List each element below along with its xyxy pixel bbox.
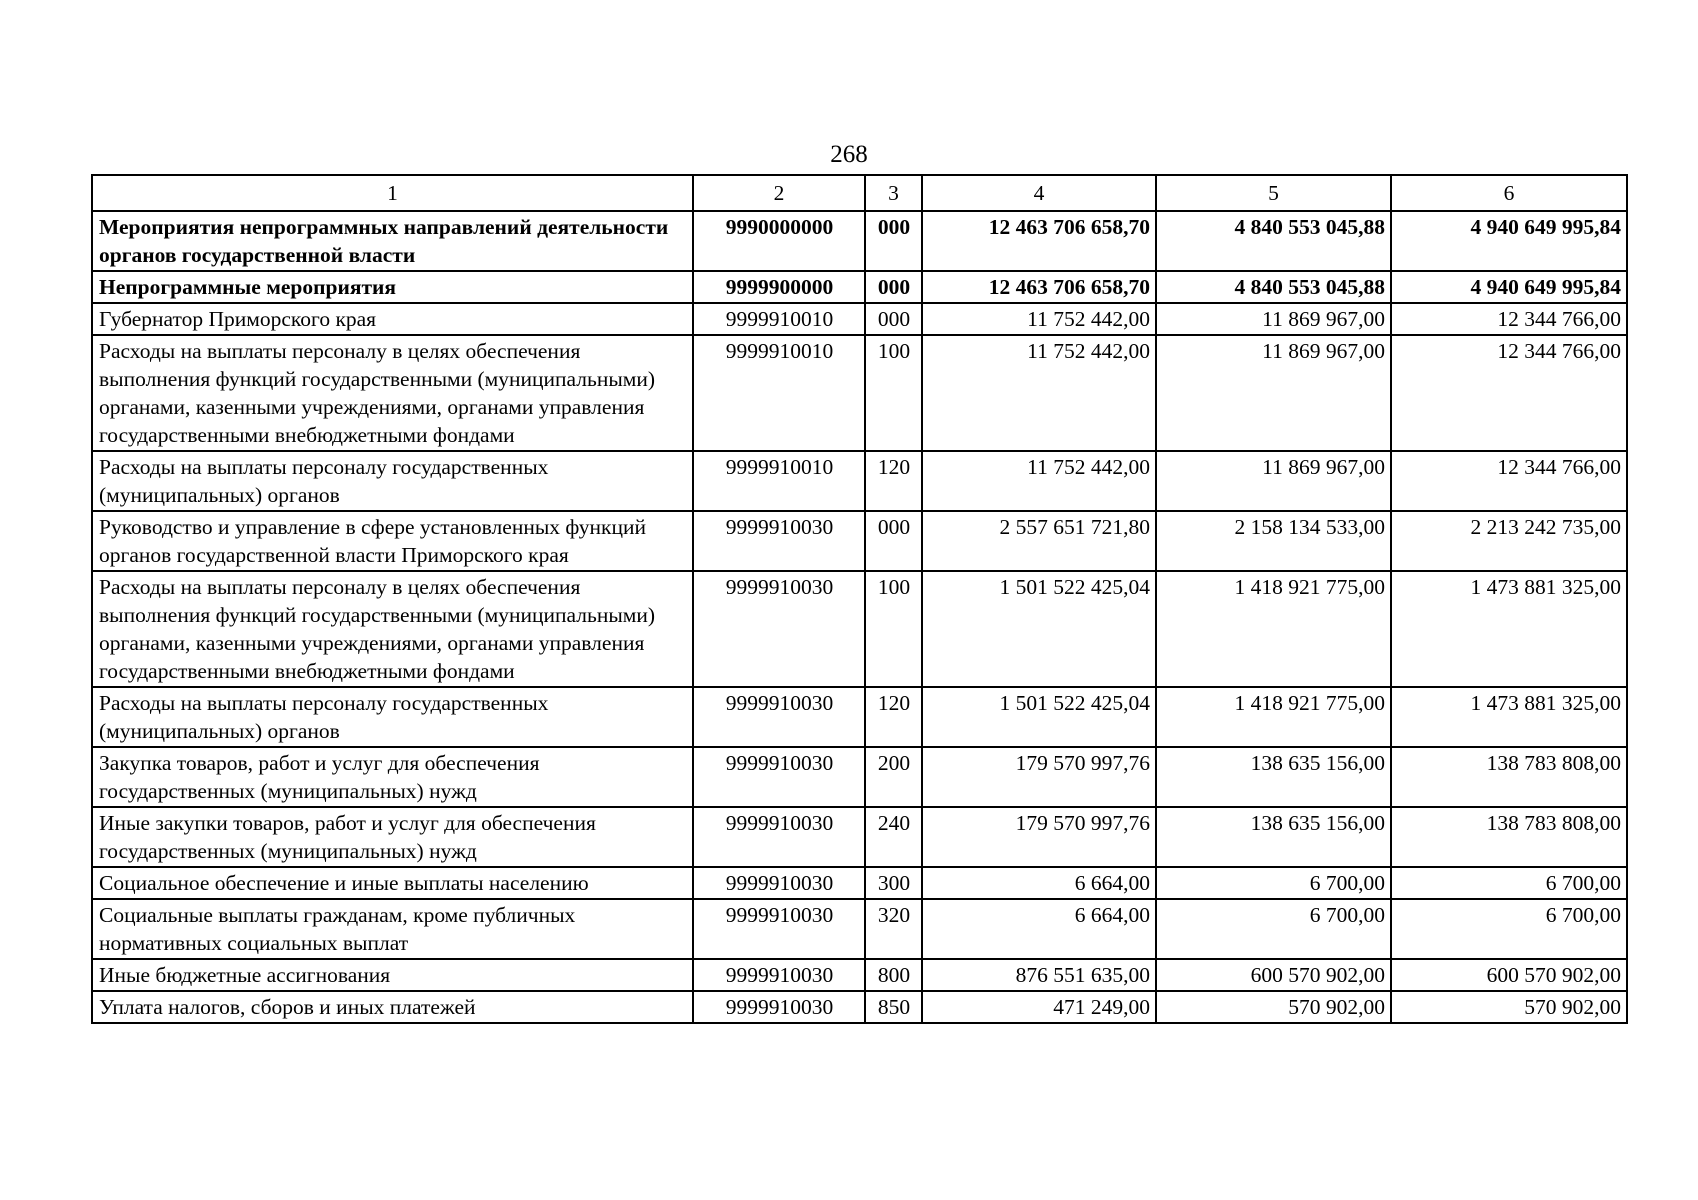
row-name: Расходы на выплаты персоналу государственных (муниципальных) органов bbox=[92, 687, 693, 747]
row-expense-type: 000 bbox=[865, 211, 922, 271]
column-header-4: 4 bbox=[922, 175, 1156, 211]
table-row bbox=[92, 303, 1627, 335]
table-row bbox=[92, 211, 1627, 271]
table-row bbox=[92, 571, 1627, 687]
row-amount-col6: 1 473 881 325,00 bbox=[1391, 687, 1627, 747]
row-amount-col4: 6 664,00 bbox=[922, 899, 1156, 959]
row-amount-col6: 6 700,00 bbox=[1391, 867, 1627, 899]
table-row bbox=[92, 899, 1627, 959]
row-amount-col5: 11 869 967,00 bbox=[1156, 335, 1391, 451]
row-amount-col6: 2 213 242 735,00 bbox=[1391, 511, 1627, 571]
row-target-code: 9990000000 bbox=[693, 211, 865, 271]
row-name: Расходы на выплаты персоналу в целях обеспечения выполнения функций государственными (муниципальными) органами, казенными учреждениями, органами управления государственными внебюджетными фондами bbox=[92, 335, 693, 451]
row-amount-col6: 138 783 808,00 bbox=[1391, 747, 1627, 807]
row-amount-col6: 138 783 808,00 bbox=[1391, 807, 1627, 867]
row-expense-type: 000 bbox=[865, 511, 922, 571]
row-target-code: 9999910030 bbox=[693, 687, 865, 747]
table-row bbox=[92, 959, 1627, 991]
row-name: Социальное обеспечение и иные выплаты населению bbox=[92, 867, 693, 899]
row-amount-col4: 6 664,00 bbox=[922, 867, 1156, 899]
row-target-code: 9999910030 bbox=[693, 899, 865, 959]
column-header-5: 5 bbox=[1156, 175, 1391, 211]
row-amount-col4: 179 570 997,76 bbox=[922, 747, 1156, 807]
row-amount-col5: 2 158 134 533,00 bbox=[1156, 511, 1391, 571]
row-amount-col4: 12 463 706 658,70 bbox=[922, 271, 1156, 303]
row-amount-col5: 570 902,00 bbox=[1156, 991, 1391, 1023]
row-name: Расходы на выплаты персоналу в целях обеспечения выполнения функций государственными (муниципальными) органами, казенными учреждениями, органами управления государственными внебюджетными фондами bbox=[92, 571, 693, 687]
row-name: Закупка товаров, работ и услуг для обеспечения государственных (муниципальных) нужд bbox=[92, 747, 693, 807]
row-expense-type: 200 bbox=[865, 747, 922, 807]
row-amount-col6: 12 344 766,00 bbox=[1391, 303, 1627, 335]
table-row bbox=[92, 511, 1627, 571]
row-target-code: 9999910010 bbox=[693, 451, 865, 511]
row-amount-col5: 138 635 156,00 bbox=[1156, 807, 1391, 867]
row-expense-type: 000 bbox=[865, 271, 922, 303]
row-amount-col4: 11 752 442,00 bbox=[922, 451, 1156, 511]
row-expense-type: 320 bbox=[865, 899, 922, 959]
row-amount-col4: 876 551 635,00 bbox=[922, 959, 1156, 991]
row-amount-col4: 1 501 522 425,04 bbox=[922, 687, 1156, 747]
row-name: Иные бюджетные ассигнования bbox=[92, 959, 693, 991]
row-expense-type: 240 bbox=[865, 807, 922, 867]
row-amount-col5: 11 869 967,00 bbox=[1156, 303, 1391, 335]
row-amount-col5: 138 635 156,00 bbox=[1156, 747, 1391, 807]
row-name: Руководство и управление в сфере установленных функций органов государственной власти Приморского края bbox=[92, 511, 693, 571]
row-target-code: 9999910030 bbox=[693, 571, 865, 687]
row-name: Губернатор Приморского края bbox=[92, 303, 693, 335]
row-amount-col5: 11 869 967,00 bbox=[1156, 451, 1391, 511]
row-expense-type: 850 bbox=[865, 991, 922, 1023]
row-expense-type: 120 bbox=[865, 451, 922, 511]
column-header-2: 2 bbox=[693, 175, 865, 211]
row-name: Непрограммные мероприятия bbox=[92, 271, 693, 303]
row-amount-col4: 12 463 706 658,70 bbox=[922, 211, 1156, 271]
row-target-code: 9999910010 bbox=[693, 335, 865, 451]
table-row bbox=[92, 867, 1627, 899]
table-row bbox=[92, 807, 1627, 867]
row-expense-type: 000 bbox=[865, 303, 922, 335]
row-expense-type: 100 bbox=[865, 571, 922, 687]
row-amount-col4: 11 752 442,00 bbox=[922, 303, 1156, 335]
table-row bbox=[92, 335, 1627, 451]
row-target-code: 9999910030 bbox=[693, 959, 865, 991]
row-expense-type: 120 bbox=[865, 687, 922, 747]
page-number: 268 bbox=[830, 141, 868, 168]
row-amount-col4: 2 557 651 721,80 bbox=[922, 511, 1156, 571]
row-amount-col5: 6 700,00 bbox=[1156, 867, 1391, 899]
table-row bbox=[92, 747, 1627, 807]
row-amount-col4: 11 752 442,00 bbox=[922, 335, 1156, 451]
row-amount-col5: 1 418 921 775,00 bbox=[1156, 571, 1391, 687]
row-amount-col5: 4 840 553 045,88 bbox=[1156, 211, 1391, 271]
row-target-code: 9999910030 bbox=[693, 807, 865, 867]
row-amount-col4: 1 501 522 425,04 bbox=[922, 571, 1156, 687]
table-row bbox=[92, 687, 1627, 747]
row-amount-col6: 4 940 649 995,84 bbox=[1391, 271, 1627, 303]
column-number-header bbox=[92, 175, 1627, 211]
row-amount-col6: 4 940 649 995,84 bbox=[1391, 211, 1627, 271]
table-row bbox=[92, 991, 1627, 1023]
row-expense-type: 100 bbox=[865, 335, 922, 451]
row-amount-col5: 6 700,00 bbox=[1156, 899, 1391, 959]
budget-table bbox=[91, 174, 1628, 1024]
row-target-code: 9999910030 bbox=[693, 867, 865, 899]
row-name: Социальные выплаты гражданам, кроме публичных нормативных социальных выплат bbox=[92, 899, 693, 959]
column-header-6: 6 bbox=[1391, 175, 1627, 211]
table-row bbox=[92, 451, 1627, 511]
row-amount-col5: 600 570 902,00 bbox=[1156, 959, 1391, 991]
row-amount-col6: 12 344 766,00 bbox=[1391, 335, 1627, 451]
row-name: Мероприятия непрограммных направлений деятельности органов государственной власти bbox=[92, 211, 693, 271]
row-name: Уплата налогов, сборов и иных платежей bbox=[92, 991, 693, 1023]
row-amount-col6: 12 344 766,00 bbox=[1391, 451, 1627, 511]
row-amount-col5: 1 418 921 775,00 bbox=[1156, 687, 1391, 747]
row-expense-type: 800 bbox=[865, 959, 922, 991]
row-name: Расходы на выплаты персоналу государственных (муниципальных) органов bbox=[92, 451, 693, 511]
row-amount-col6: 6 700,00 bbox=[1391, 899, 1627, 959]
row-expense-type: 300 bbox=[865, 867, 922, 899]
row-amount-col6: 1 473 881 325,00 bbox=[1391, 571, 1627, 687]
row-amount-col6: 570 902,00 bbox=[1391, 991, 1627, 1023]
row-target-code: 9999900000 bbox=[693, 271, 865, 303]
row-target-code: 9999910030 bbox=[693, 991, 865, 1023]
row-amount-col5: 4 840 553 045,88 bbox=[1156, 271, 1391, 303]
table-row bbox=[92, 271, 1627, 303]
column-header-3: 3 bbox=[865, 175, 922, 211]
column-header-1: 1 bbox=[92, 175, 693, 211]
row-amount-col4: 179 570 997,76 bbox=[922, 807, 1156, 867]
row-amount-col6: 600 570 902,00 bbox=[1391, 959, 1627, 991]
row-amount-col4: 471 249,00 bbox=[922, 991, 1156, 1023]
row-target-code: 9999910010 bbox=[693, 303, 865, 335]
row-target-code: 9999910030 bbox=[693, 511, 865, 571]
row-target-code: 9999910030 bbox=[693, 747, 865, 807]
row-name: Иные закупки товаров, работ и услуг для обеспечения государственных (муниципальных) нужд bbox=[92, 807, 693, 867]
